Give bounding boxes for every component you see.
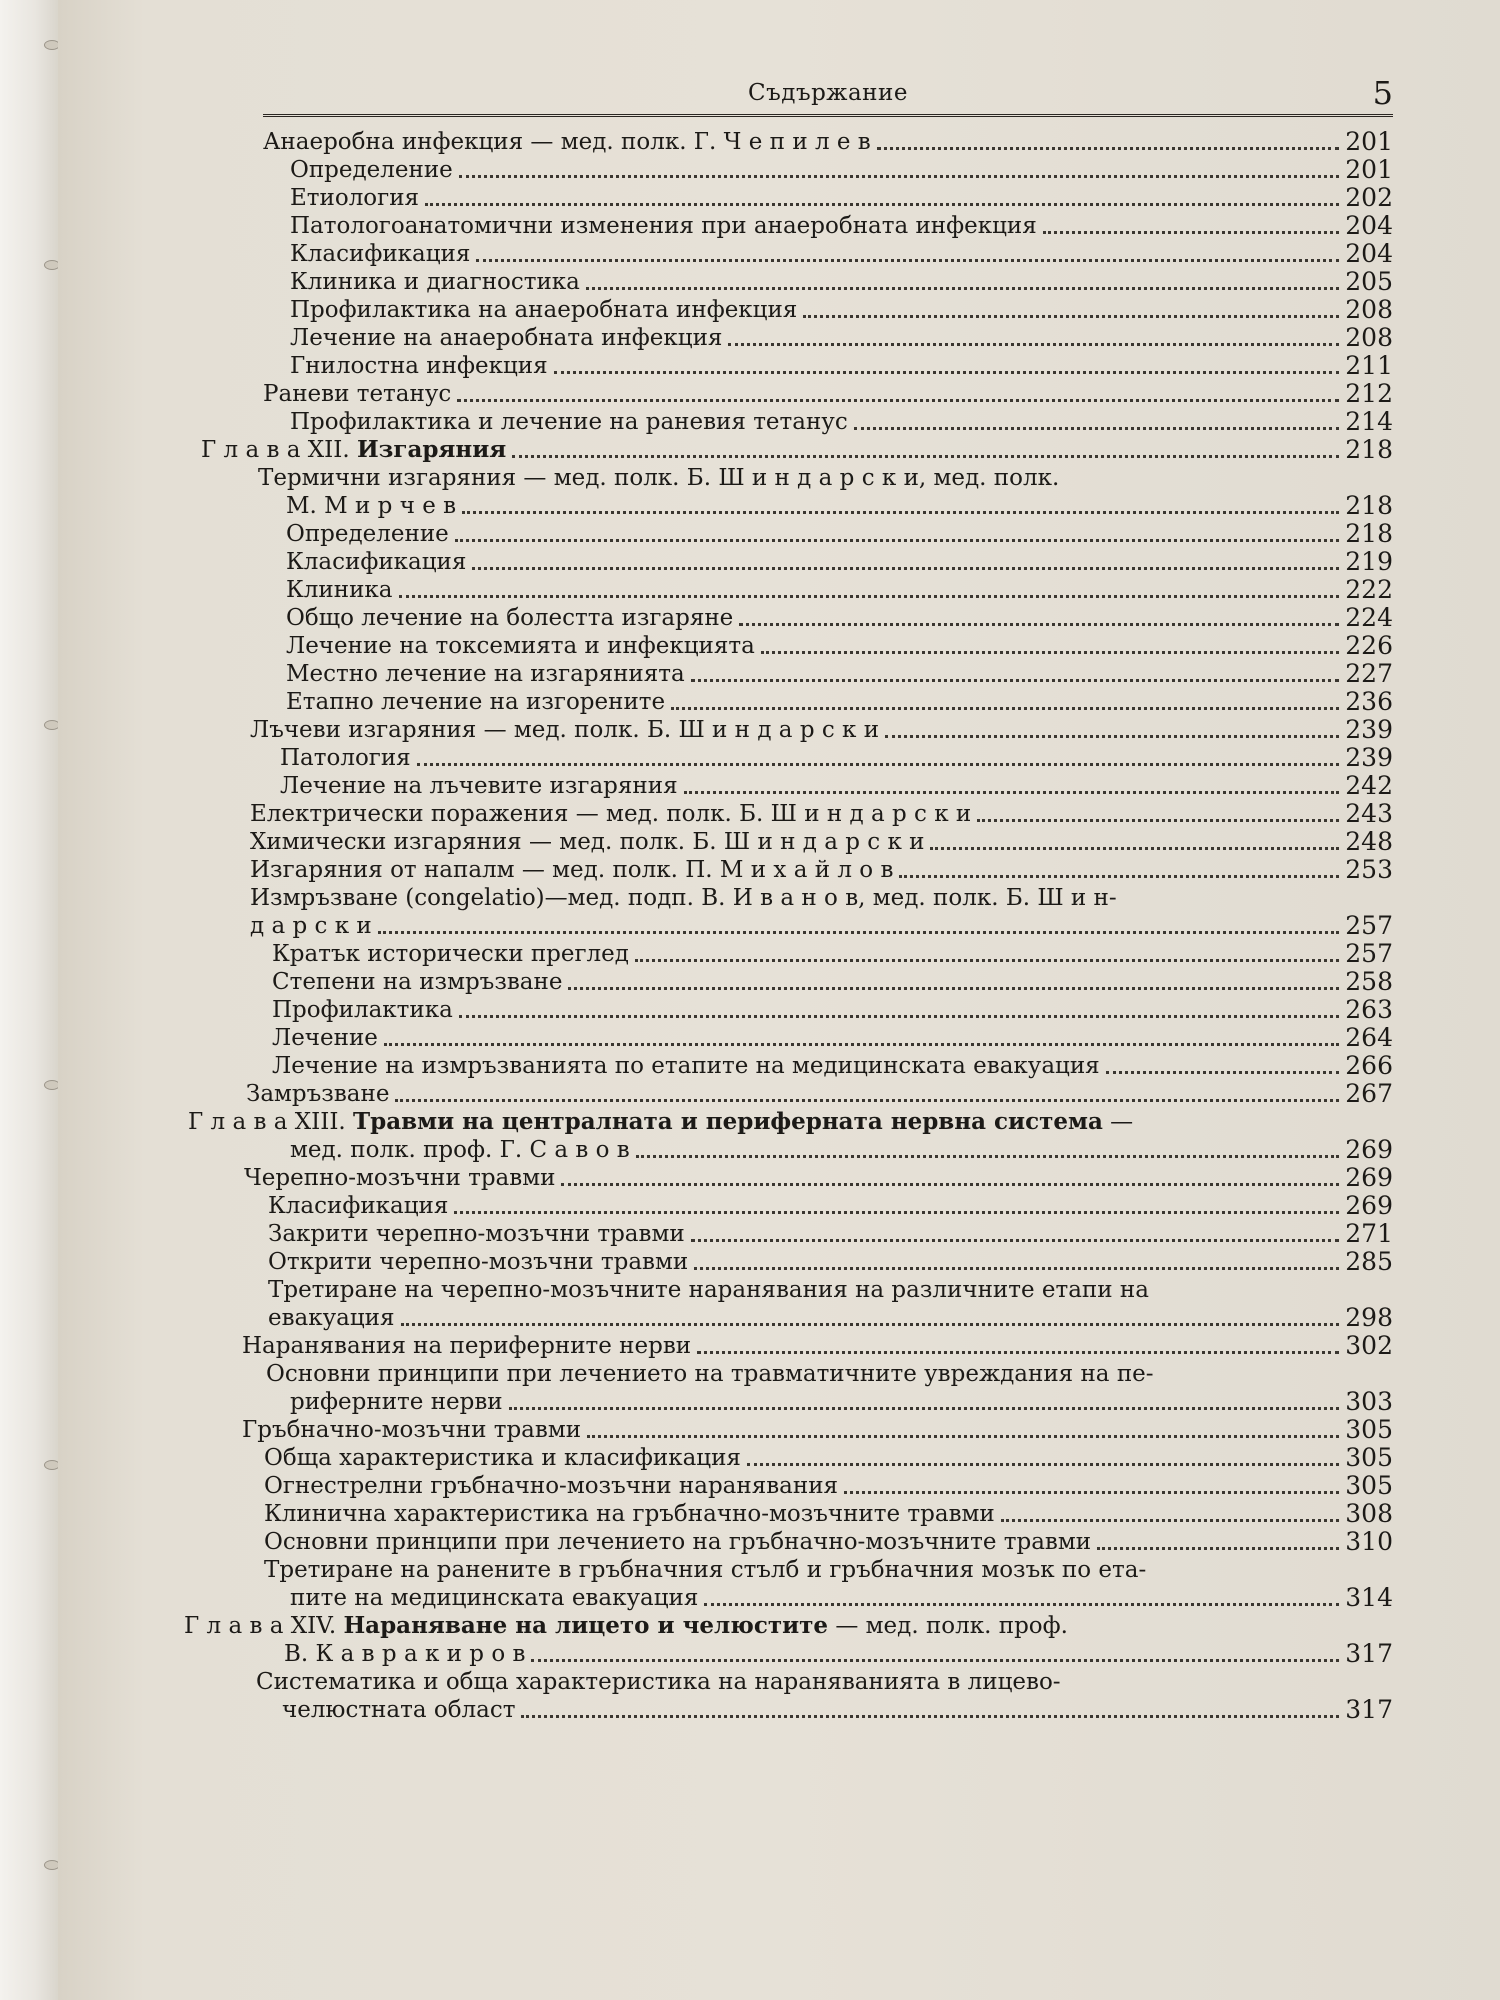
toc-entry-page: 257	[1345, 911, 1393, 940]
toc-entry	[286, 688, 1393, 716]
toc-entry-page: 271	[1345, 1219, 1393, 1248]
toc-entry	[268, 1248, 1393, 1276]
toc-entry-label: Третиране на ранените в гръбначния стълб и гръбначния мозък по ета-	[264, 1557, 1147, 1583]
toc-entry	[290, 1388, 1393, 1416]
toc-entry-page: 218	[1345, 519, 1393, 548]
toc-entry	[286, 520, 1393, 548]
toc-entry-label: Кратък исторически преглед	[272, 941, 629, 967]
toc-entry	[290, 408, 1393, 436]
toc-entry-label: Измръзване (congelatio)—мед. подп. В. И в а н о в, мед. полк. Б. Ш и н-	[250, 885, 1117, 911]
toc-entry	[268, 1304, 1393, 1332]
toc-entry	[264, 1500, 1393, 1528]
dot-leader	[384, 1043, 1339, 1046]
toc-entry-page: 227	[1345, 659, 1393, 688]
toc-entry	[244, 1164, 1393, 1192]
toc-entry-label: Класификация	[268, 1193, 449, 1219]
dot-leader	[459, 1015, 1339, 1018]
dot-leader	[1097, 1547, 1339, 1550]
toc-entry-page: 226	[1345, 631, 1393, 660]
toc-entry-label: Профилактика и лечение на раневия тетанус	[290, 409, 848, 435]
chapter-number: Г л а в а XIII.	[188, 1109, 346, 1135]
toc-entry-page: 212	[1345, 379, 1393, 408]
toc-entry	[272, 1024, 1393, 1052]
dot-leader	[459, 175, 1339, 178]
toc-entry-page: 257	[1345, 939, 1393, 968]
toc-entry-label: М. М и р ч е в	[286, 493, 457, 519]
toc-entry-page: 204	[1345, 211, 1393, 240]
dot-leader	[568, 987, 1339, 990]
chapter-title: Изгаряния	[356, 436, 507, 463]
toc-entry-label: мед. полк. проф. Г. С а в о в	[290, 1137, 630, 1163]
toc-entry-page: 222	[1345, 575, 1393, 604]
toc-entry-label: Замръзване	[246, 1081, 390, 1107]
dot-leader	[636, 1155, 1339, 1158]
toc-entry-page: 303	[1345, 1387, 1393, 1416]
toc-entry-page: 253	[1345, 855, 1393, 884]
toc-entry-page: 242	[1345, 771, 1393, 800]
toc-entry-page: 258	[1345, 967, 1393, 996]
toc-entry-page: 298	[1345, 1303, 1393, 1332]
dot-leader	[684, 791, 1339, 794]
toc-entry-label: Електрически поражения — мед. полк. Б. Ш и н д а р с к и	[250, 801, 972, 827]
toc-chapter	[184, 1612, 1393, 1640]
toc-entry	[290, 352, 1393, 380]
toc-entry	[264, 1556, 1393, 1584]
toc-entry	[250, 800, 1393, 828]
toc-entry-page: 264	[1345, 1023, 1393, 1052]
dot-leader	[399, 595, 1340, 598]
dot-leader	[697, 1351, 1339, 1354]
toc-entry-label: риферните нерви	[290, 1389, 503, 1415]
toc-entry-page: 266	[1345, 1051, 1393, 1080]
dot-leader	[747, 1463, 1339, 1466]
toc-entry	[286, 632, 1393, 660]
toc-entry-page: 201	[1345, 155, 1393, 184]
toc-entry-page: 308	[1345, 1499, 1393, 1528]
toc-entry	[250, 716, 1393, 744]
dot-leader	[854, 427, 1339, 430]
dot-leader	[691, 1239, 1339, 1242]
toc-entry-page: 205	[1345, 267, 1393, 296]
toc-entry-label: Изгаряния от напалм — мед. полк. П. М и х а й л о в	[250, 857, 894, 883]
toc-entry	[264, 1472, 1393, 1500]
toc-entry-label: Раневи тетанус	[263, 381, 452, 407]
dot-leader	[844, 1491, 1339, 1494]
dot-leader	[586, 287, 1339, 290]
book-gutter	[0, 0, 59, 2000]
toc-entry	[250, 912, 1393, 940]
dot-leader	[521, 1715, 1339, 1718]
dot-leader	[554, 371, 1339, 374]
dot-leader	[455, 539, 1339, 542]
chapter-suffix: —	[1102, 1109, 1134, 1135]
book-page	[58, 0, 1500, 2000]
toc-entry-label: челюстната област	[282, 1697, 516, 1723]
toc-entry	[286, 548, 1393, 576]
toc-entry-page: 208	[1345, 295, 1393, 324]
toc-entry-page: 269	[1345, 1191, 1393, 1220]
toc-entry-label: Гнилостна инфекция	[290, 353, 548, 379]
toc-entry-page: 263	[1345, 995, 1393, 1024]
dot-leader	[694, 1267, 1339, 1270]
toc-entry	[290, 184, 1393, 212]
dot-leader	[930, 847, 1339, 850]
toc-entry-label: Определение	[286, 521, 449, 547]
toc-entry	[280, 772, 1393, 800]
toc-entry-label: Термични изгаряния — мед. полк. Б. Ш и н д а р с к и, мед. полк.	[258, 465, 1060, 491]
dot-leader	[1001, 1519, 1339, 1522]
toc-entry-label: Патологоанатомични изменения при анаеробната инфекция	[290, 213, 1037, 239]
toc-entry-label: Лечение на лъчевите изгаряния	[280, 773, 678, 799]
toc-entry-label: Основни принципи при лечението на травматичните увреждания на пе-	[266, 1361, 1154, 1387]
toc-entry-page: 267	[1345, 1079, 1393, 1108]
toc-entry-page: 219	[1345, 547, 1393, 576]
chapter-title: Травми на централната и периферната нервна система	[353, 1108, 1103, 1135]
toc-entry	[246, 1080, 1393, 1108]
toc-entry-page: 214	[1345, 407, 1393, 436]
toc-entry-label: Химически изгаряния — мед. полк. Б. Ш и н д а р с к и	[250, 829, 925, 855]
toc-entry-label: Местно лечение на изгарянията	[286, 661, 685, 687]
toc-entry-label: Общо лечение на болестта изгаряне	[286, 605, 734, 631]
toc-entry-label: Клинична характеристика на гръбначно-мозъчните травми	[264, 1501, 995, 1527]
toc-entry	[290, 212, 1393, 240]
toc-entry	[280, 744, 1393, 772]
toc-entry	[272, 940, 1393, 968]
toc-entry-label: Лъчеви изгаряния — мед. полк. Б. Ш и н д а р с к и	[250, 717, 880, 743]
toc-entry	[250, 856, 1393, 884]
toc-entry-label: Класификация	[286, 549, 467, 575]
dot-leader	[401, 1323, 1339, 1326]
table-of-contents	[58, 0, 1500, 2000]
dot-leader	[417, 763, 1339, 766]
toc-entry-page: 305	[1345, 1471, 1393, 1500]
toc-entry	[286, 576, 1393, 604]
toc-entry	[272, 968, 1393, 996]
dot-leader	[728, 343, 1339, 346]
toc-entry-label: Етапно лечение на изгорените	[286, 689, 666, 715]
dot-leader	[885, 735, 1339, 738]
toc-entry-page: 204	[1345, 239, 1393, 268]
toc-entry-page: 218	[1345, 491, 1393, 520]
chapter-suffix: — мед. полк. проф.	[828, 1613, 1068, 1639]
toc-entry	[263, 380, 1393, 408]
toc-entry-page: 314	[1345, 1583, 1393, 1612]
toc-entry-label: Патология	[280, 745, 411, 771]
dot-leader	[587, 1435, 1339, 1438]
toc-entry	[250, 828, 1393, 856]
toc-entry-page: 201	[1345, 127, 1393, 156]
dot-leader	[803, 315, 1339, 318]
dot-leader	[704, 1603, 1339, 1606]
dot-leader	[899, 875, 1339, 878]
toc-entry	[290, 1584, 1393, 1612]
toc-entry-label: Огнестрелни гръбначно-мозъчни наранявания	[264, 1473, 839, 1499]
toc-entry	[256, 1668, 1393, 1696]
toc-entry-label: Третиране на черепно-мозъчните наранявания на различните етапи на	[268, 1277, 1149, 1303]
toc-entry	[290, 268, 1393, 296]
toc-entry-label: евакуация	[268, 1305, 395, 1331]
toc-entry-page: 236	[1345, 687, 1393, 716]
toc-entry-label: Профилактика на анаеробната инфекция	[290, 297, 798, 323]
toc-entry	[290, 296, 1393, 324]
dot-leader	[472, 567, 1339, 570]
toc-entry	[290, 324, 1393, 352]
toc-entry	[268, 1192, 1393, 1220]
toc-entry-label: Обща характеристика и класификация	[264, 1445, 741, 1471]
toc-entry	[264, 1528, 1393, 1556]
dot-leader	[561, 1183, 1339, 1186]
toc-entry-label: Лечение на измръзванията по етапите на медицинската евакуация	[272, 1053, 1100, 1079]
toc-entry	[266, 1360, 1393, 1388]
toc-entry	[290, 240, 1393, 268]
dot-leader	[977, 819, 1339, 822]
running-title: Съдържание	[748, 80, 908, 106]
toc-chapter	[188, 1108, 1393, 1136]
toc-entry	[272, 1052, 1393, 1080]
toc-entry-page: 243	[1345, 799, 1393, 828]
dot-leader	[378, 931, 1339, 934]
toc-entry-label: Етиология	[290, 185, 420, 211]
dot-leader	[739, 623, 1339, 626]
toc-entry	[263, 128, 1393, 156]
dot-leader	[457, 399, 1339, 402]
toc-entry-label: Клиника и диагностика	[290, 269, 580, 295]
toc-entry-label: д а р с к и	[250, 913, 372, 939]
toc-chapter	[201, 436, 1393, 464]
toc-entry-label: Клиника	[286, 577, 393, 603]
toc-entry-page: 302	[1345, 1331, 1393, 1360]
dot-leader	[761, 651, 1339, 654]
toc-entry-page: 211	[1345, 351, 1393, 380]
toc-entry-page: 218	[1345, 435, 1393, 464]
toc-entry	[282, 1696, 1393, 1724]
dot-leader	[877, 147, 1339, 150]
toc-entry-page: 310	[1345, 1527, 1393, 1556]
toc-entry	[268, 1276, 1393, 1304]
toc-entry	[264, 1444, 1393, 1472]
chapter-title: Нараняване на лицето и челюстите	[343, 1612, 829, 1639]
toc-entry-label: Анаеробна инфекция — мед. полк. Г. Ч е п и л е в	[263, 129, 871, 155]
dot-leader	[671, 707, 1339, 710]
toc-entry-label: Степени на измръзване	[272, 969, 563, 995]
toc-entry	[286, 660, 1393, 688]
toc-entry-label: Закрити черепно-мозъчни травми	[268, 1221, 685, 1247]
dot-leader	[691, 679, 1339, 682]
toc-entry-label: Открити черепно-мозъчни травми	[268, 1249, 689, 1275]
toc-entry	[286, 492, 1393, 520]
toc-entry-label: Наранявания на периферните нерви	[242, 1333, 692, 1359]
toc-entry-page: 305	[1345, 1415, 1393, 1444]
toc-entry-label: Гръбначно-мозъчни травми	[242, 1417, 582, 1443]
toc-entry-page: 208	[1345, 323, 1393, 352]
toc-entry-page: 269	[1345, 1135, 1393, 1164]
toc-entry	[284, 1640, 1393, 1668]
dot-leader	[509, 1407, 1339, 1410]
toc-entry	[242, 1332, 1393, 1360]
toc-entry	[258, 464, 1393, 492]
chapter-number: Г л а в а XIV.	[184, 1613, 337, 1639]
dot-leader	[395, 1099, 1339, 1102]
toc-entry-page: 239	[1345, 715, 1393, 744]
dot-leader	[454, 1211, 1339, 1214]
toc-entry-label: Лечение	[272, 1025, 378, 1051]
toc-entry-page: 202	[1345, 183, 1393, 212]
toc-entry-page: 269	[1345, 1163, 1393, 1192]
dot-leader	[635, 959, 1339, 962]
toc-entry	[272, 996, 1393, 1024]
dot-leader	[531, 1659, 1339, 1662]
toc-entry	[242, 1416, 1393, 1444]
toc-entry-label: пите на медицинската евакуация	[290, 1585, 699, 1611]
toc-entry-page: 239	[1345, 743, 1393, 772]
toc-entry-page: 285	[1345, 1247, 1393, 1276]
page-number: 5	[1372, 74, 1393, 112]
toc-entry-page: 224	[1345, 603, 1393, 632]
toc-entry	[286, 604, 1393, 632]
toc-entry-page: 305	[1345, 1443, 1393, 1472]
toc-entry-label: В. К а в р а к и р о в	[284, 1641, 526, 1667]
toc-entry	[290, 156, 1393, 184]
toc-entry-label: Лечение на анаеробната инфекция	[290, 325, 723, 351]
toc-entry-label: Профилактика	[272, 997, 453, 1023]
toc-entry	[268, 1220, 1393, 1248]
toc-entry-label: Определение	[290, 157, 453, 183]
toc-entry-page: 317	[1345, 1639, 1393, 1668]
toc-entry-page: 317	[1345, 1695, 1393, 1724]
toc-entry-label: Класификация	[290, 241, 471, 267]
toc-entry-label: Систематика и обща характеристика на нараняванията в лицево-	[256, 1669, 1061, 1695]
toc-entry-label: Основни принципи при лечението на гръбначно-мозъчните травми	[264, 1529, 1092, 1555]
toc-entry	[250, 884, 1393, 912]
toc-entry-label: Черепно-мозъчни травми	[244, 1165, 556, 1191]
dot-leader	[512, 455, 1339, 458]
dot-leader	[425, 203, 1339, 206]
dot-leader	[1043, 231, 1339, 234]
toc-entry-label: Лечение на токсемията и инфекцията	[286, 633, 755, 659]
dot-leader	[476, 259, 1339, 262]
dot-leader	[1106, 1071, 1339, 1074]
toc-entry-page: 248	[1345, 827, 1393, 856]
chapter-number: Г л а в а XII.	[201, 437, 350, 463]
toc-entry	[290, 1136, 1393, 1164]
dot-leader	[462, 511, 1339, 514]
